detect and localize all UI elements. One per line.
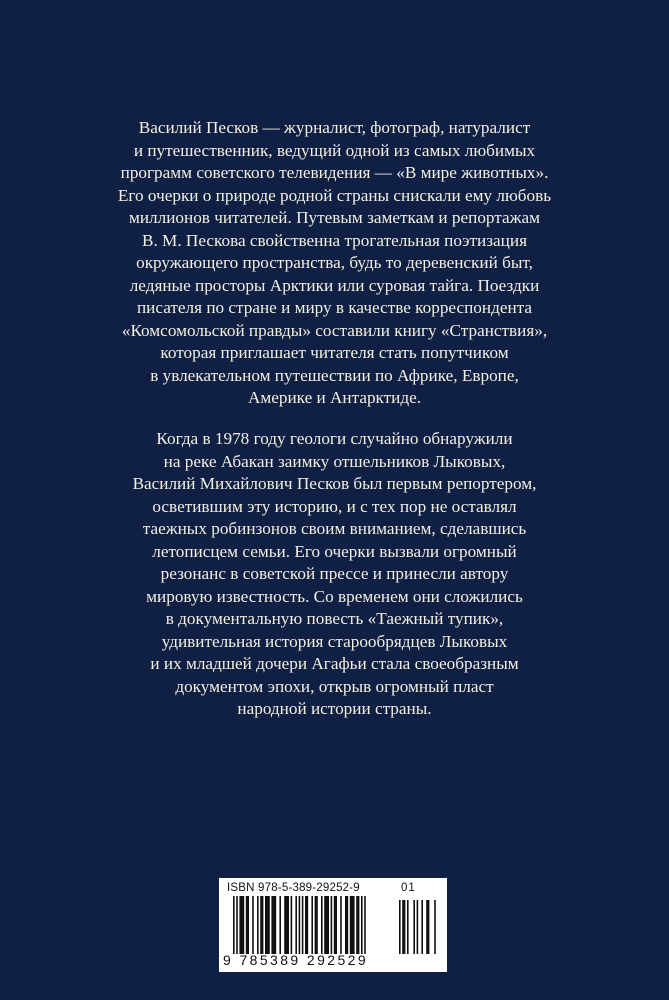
text-line: Василий Песков — журналист, фотограф, натуралист (138, 118, 531, 137)
text-line: в увлекательном путешествии по Африке, Европе, (150, 365, 519, 385)
text-line: миллионов читателей. Путевым заметкам и репортажам (128, 208, 541, 227)
text-line: летописцем семьи. Его очерки вызвали огромный (152, 541, 517, 561)
blurb-paragraph-lykov (60, 428, 609, 721)
text-line: Когда в 1978 году геологи случайно обнаружили (156, 429, 513, 448)
text-line: В. М. Пескова свойственна трогательная поэтизация (142, 230, 527, 250)
text-line: таежных робинзонов своим вниманием, сделавшись (142, 519, 527, 538)
text-line: народной истории страны. (237, 699, 432, 718)
text-line: и путешественник, ведущий одной из самых любимых (133, 140, 536, 160)
blurb-paragraph-author (60, 117, 609, 410)
isbn-number: ISBN 978-5-389-29252-9 (227, 882, 360, 894)
text-line: документом эпохи, открыв огромный пласт (175, 676, 494, 696)
text-line: Василий Михайлович Песков был первым репортером, (132, 474, 537, 493)
text-line: в документальную повесть «Таежный тупик», (165, 609, 504, 628)
text-line: удивительная история старообрядцев Лыковых (161, 631, 508, 651)
text-line: окружающего пространства, будь то деревенский быт, (136, 253, 533, 272)
text-line: которая приглашает читателя стать попутчиком (160, 343, 509, 362)
text-line: осветившим эту историю, и с тех пор не оставлял (152, 496, 517, 516)
text-line: и их младшей дочери Агафьи стала своеобразным (150, 654, 519, 673)
text-line: Его очерки о природе родной страны снискали ему любовь (117, 185, 552, 205)
barcode-addon-digits: 01 (401, 882, 416, 894)
isbn-barcode (219, 878, 447, 972)
text-line: резонанс в советской прессе и принесли автору (160, 564, 509, 583)
text-line: мировую известность. Со временем они сложились (146, 586, 523, 606)
text-line: «Комсомольской правды» составили книгу «Странствия», (121, 320, 548, 340)
barcode-bars-icon (233, 896, 393, 954)
text-line: писателя по стране и миру в качестве корреспондента (136, 298, 533, 317)
barcode-addon-bars-icon (399, 900, 439, 954)
text-line: Америке и Антарктиде. (247, 388, 422, 407)
ean-digits: 9 785389 292529 (223, 952, 368, 968)
text-line: ледяные просторы Арктики или суровая тайга. Поездки (129, 275, 540, 295)
text-line: на реке Абакан заимку отшельников Лыковых, (163, 451, 506, 471)
text-line: программ советского телевидения — «В мире животных». (120, 163, 549, 182)
